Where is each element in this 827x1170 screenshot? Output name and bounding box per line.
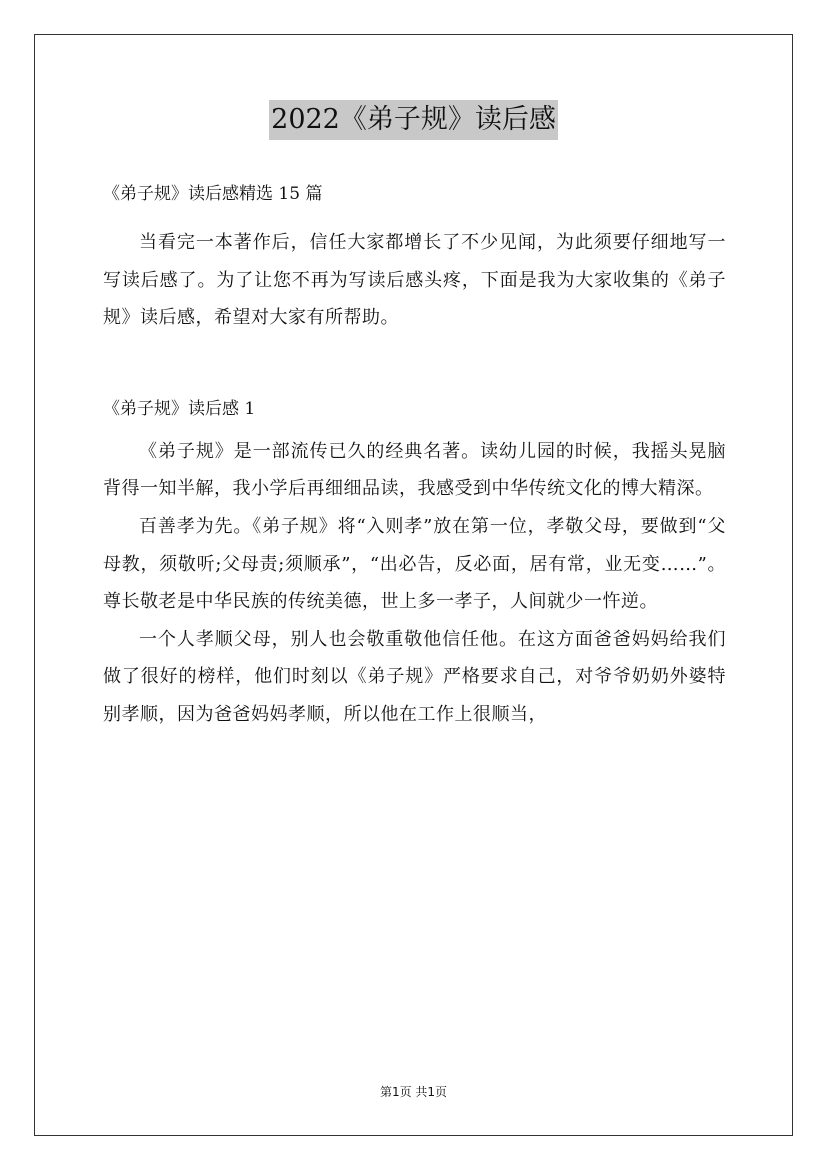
title-block (0, 100, 827, 140)
section-heading: 《弟子规》读后感 1 (103, 398, 256, 419)
body-paragraph: 一个人孝顺父母，别人也会敬重敬他信任他。在这方面爸爸妈妈给我们做了很好的榜样，他们时刻以《弟子规》严格要求自己，对爷爷奶奶外婆特别孝顺，因为爸爸妈妈孝顺，所以他在工作上很顺当， (103, 628, 726, 725)
intro-paragraph: 当看完一本著作后，信任大家都增长了不少见闻，为此须要仔细地写一写读后感了。为了让您不再为写读后感头疼，下面是我为大家收集的《弟子规》读后感，希望对大家有所帮助。 (103, 232, 726, 329)
page-footer: 第1页 共1页 (379, 1085, 448, 1099)
body-paragraph: 《弟子规》是一部流传已久的经典名著。读幼儿园的时候，我摇头晃脑背得一知半解，我小学后再细细品读，我感受到中华传统文化的博大精深。 (103, 440, 726, 500)
document-subtitle: 《弟子规》读后感精选 15 篇 (103, 184, 323, 204)
document-body (103, 176, 726, 734)
body-paragraph: 百善孝为先。《弟子规》将“入则孝”放在第一位，孝敬父母，要做到“父母教，须敬听;父母责;须顺承”，“出必告，反必面，居有常，业无变……”。尊长敬老是中华民族的传统美德，世上多一孝子，人间就少一忤逆。 (103, 515, 726, 613)
document-title: 2022《弟子规》读后感 (269, 100, 558, 140)
